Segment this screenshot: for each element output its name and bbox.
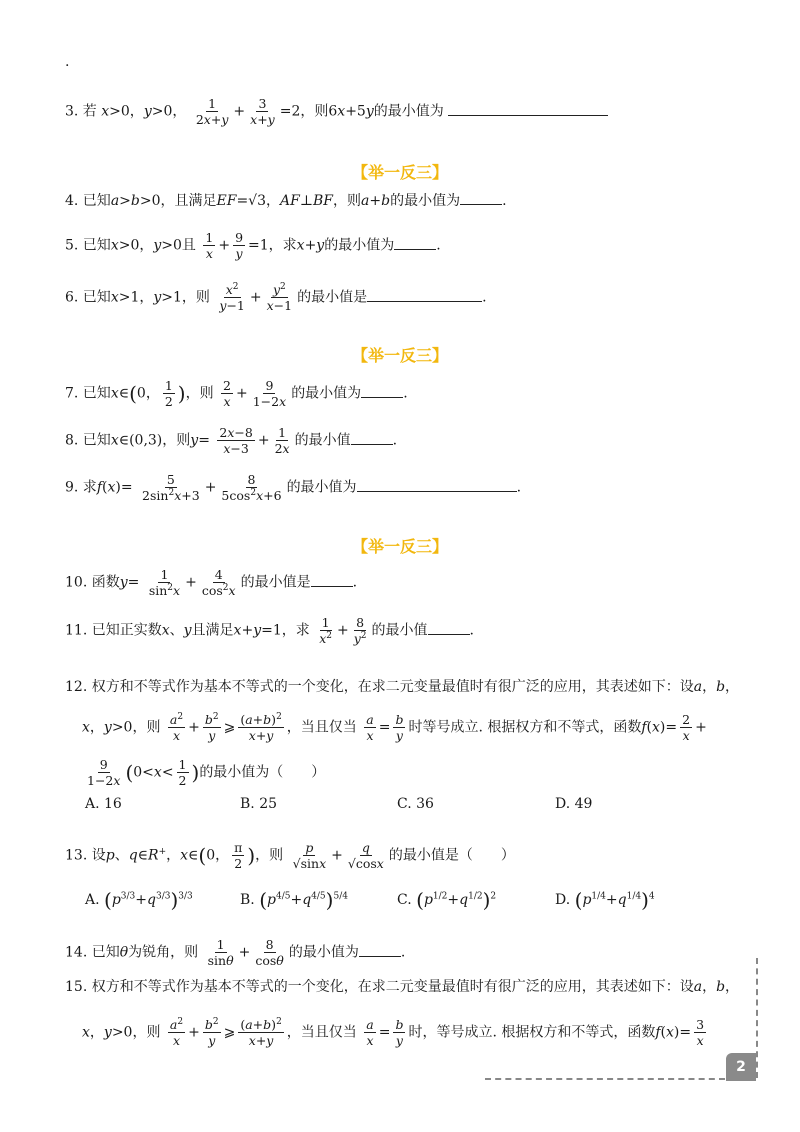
answer-blank[interactable]: [311, 572, 353, 587]
question-7: 7. 已知x∈(0， $\frac{1}{2}$ )，则 $\frac{2}{x}$ + $\frac{9}{1-2x}$ 的最小值为 .: [65, 378, 408, 409]
question-15-line-2: x，y>0，则 $\frac{a^2}{x}$ + $\frac{b^2}{y}$ ⩾ $\frac{(a+b)^2}{x+y}$ ，当且仅当 $\frac{a}{x}$ = $\frac{b}{y}$ 时，等号成立. 根据权方和不等式，函数f(x)= $\frac{3}{x}$: [82, 1016, 705, 1048]
question-11: 11. 已知正实数x、y且满足x+y=1，求 $\frac{1}{x^2}$ + $\frac{8}{y^2}$ 的最小值 .: [65, 615, 474, 646]
choice-a[interactable]: A. 16: [85, 796, 122, 812]
section-header: 【举一反三】: [351, 537, 448, 556]
question-15-line-1: 15. 权方和不等式作为基本不等式的一个变化，在求二元变量最值时有很广泛的应用，其表述如下：设a，b，: [65, 979, 740, 995]
answer-blank[interactable]: [460, 190, 502, 205]
choice-b[interactable]: B. $(p^{4/5}+q^{4/5})^{5/4}$: [240, 888, 348, 912]
section-header: 【举一反三】: [351, 163, 448, 182]
question-4: 4. 已知a>b>0，且满足EF=√3，AF⊥BF，则a+b的最小值为 .: [65, 190, 507, 211]
choice-d[interactable]: D. 49: [555, 796, 593, 812]
question-12-line-1: 12. 权方和不等式作为基本不等式的一个变化，在求二元变量最值时有很广泛的应用，其表述如下：设a，b，: [65, 679, 740, 695]
question-14: 14. 已知θ为锐角，则 $\frac{1}{\sin\theta}$ + $\frac{8}{\cos\theta}$ 的最小值为 .: [65, 937, 406, 968]
question-3: 3. 若 x>0，y>0， $\frac{1}{2x+y}$ + $\frac{3}{x+y}$ =2，则6x+5y的最小值为: [65, 96, 608, 127]
fraction: $\frac{1}{2x+y}$: [195, 96, 229, 127]
stray-dot: .: [65, 54, 70, 70]
question-8: 8. 已知x∈(0,3)，则y= $\frac{2x-8}{x-3}$ + $\frac{1}{2x}$ 的最小值 .: [65, 425, 398, 456]
question-5: 5. 已知x>0，y>0且 $\frac{1}{x}$ + $\frac{9}{y}$ =1，求x+y的最小值为 .: [65, 230, 441, 261]
page-footer-dashes: [485, 1078, 725, 1080]
choice-a[interactable]: A. $(p^{3/3}+q^{3/3})^{3/3}$: [85, 888, 193, 912]
answer-blank[interactable]: [367, 287, 482, 302]
answer-blank[interactable]: [357, 477, 517, 492]
answer-blank[interactable]: [351, 430, 393, 445]
question-10: 10. 函数y= $\frac{1}{\sin^2x}$ + $\frac{4}{\cos^2x}$ 的最小值是 .: [65, 567, 358, 598]
question-6: 6. 已知x>1，y>1，则 $\frac{x^2}{y-1}$ + $\frac{y^2}{x-1}$ 的最小值是 .: [65, 281, 487, 313]
question-13: 13. 设p、q∈R+，x∈(0， $\frac{\pi}{2}$ )，则 $\frac{p}{√\sin x}$ + $\frac{q}{√\cos x}$ 的最小值是（ ）: [65, 840, 515, 871]
answer-blank[interactable]: [428, 620, 470, 635]
question-12-line-3: $\frac{9}{1-2x}$ (0<x< $\frac{1}{2}$ )的最小值为（ ）: [87, 757, 326, 788]
answer-blank[interactable]: [361, 383, 403, 398]
choice-b[interactable]: B. 25: [240, 796, 278, 812]
question-9: 9. 求f(x)= $\frac{5}{2\sin^2x+3}$ + $\frac{8}{5\cos^2x+6}$ 的最小值为 .: [65, 472, 522, 503]
section-header: 【举一反三】: [351, 346, 448, 365]
choice-c[interactable]: C. $(p^{1/2}+q^{1/2})^2$: [397, 888, 497, 912]
choice-d[interactable]: D. $(p^{1/4}+q^{1/4})^4$: [555, 888, 655, 912]
page-edge-dashes: [756, 958, 758, 1078]
answer-blank[interactable]: [359, 942, 401, 957]
answer-blank[interactable]: [448, 101, 608, 116]
question-12-line-2: x，y>0，则 $\frac{a^2}{x}$ + $\frac{b^2}{y}$ ⩾ $\frac{(a+b)^2}{x+y}$ ，当且仅当 $\frac{a}{x}$ = $\frac{b}{y}$ 时等号成立. 根据权方和不等式，函数f(x)= $\frac{2}{x}$ +: [82, 711, 707, 743]
choice-c[interactable]: C. 36: [397, 796, 434, 812]
answer-blank[interactable]: [394, 235, 436, 250]
page-number: 2: [726, 1053, 756, 1081]
